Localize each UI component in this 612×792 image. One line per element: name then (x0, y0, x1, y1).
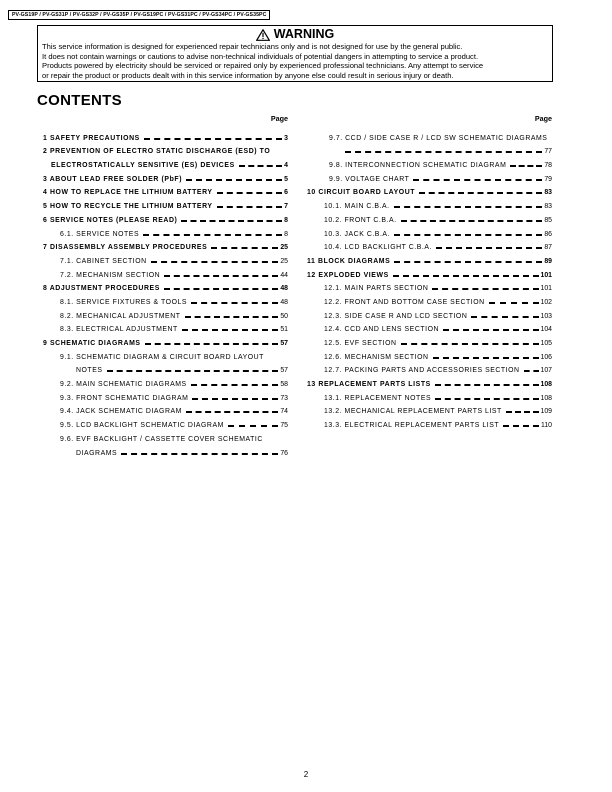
toc-entry-page: 89 (544, 257, 552, 265)
toc-entry[interactable] (307, 292, 552, 306)
toc-entry[interactable] (307, 374, 552, 388)
page-column-heading: Page (534, 114, 552, 123)
toc-entry-page: 109 (540, 408, 552, 416)
toc-entry-page: 106 (540, 353, 552, 361)
toc-entry-label: 8.2. MECHANICAL ADJUSTMENT (60, 312, 181, 320)
toc-leader-line (186, 411, 278, 413)
page-column-heading: Page (270, 114, 288, 123)
toc-entry-label: 13.2. MECHANICAL REPLACEMENT PARTS LIST (324, 408, 502, 416)
toc-entry[interactable] (43, 429, 288, 443)
toc-entry-label: DIAGRAMS (76, 449, 118, 457)
toc-entry[interactable] (43, 415, 288, 429)
warning-line: It does not contain warnings or cautions to advise non-technical individuals of potential dangers in attempting to service a product. (42, 51, 479, 61)
toc-leader-line (524, 370, 539, 372)
toc-entry-page: 25 (280, 244, 288, 252)
toc-entry[interactable] (43, 306, 288, 320)
toc-entry-label: 9.7. CCD / SIDE CASE R / LCD SW SCHEMATIC DIAGRAMS (329, 134, 548, 142)
toc-entry-page: 57 (280, 367, 288, 375)
toc-leader-line (181, 220, 282, 222)
toc-leader-line (401, 343, 539, 345)
toc-leader-line (503, 425, 539, 427)
toc-entry[interactable] (43, 388, 288, 402)
toc-leader-line (217, 192, 283, 194)
toc-entry-label: 8.1. SERVICE FIXTURES & TOOLS (60, 298, 188, 306)
toc-entry[interactable] (43, 169, 288, 183)
toc-entry-page: 110 (541, 422, 552, 430)
warning-text (42, 42, 548, 80)
toc-entry[interactable] (43, 402, 288, 416)
toc-entry-page: 58 (280, 381, 288, 389)
toc-entry-label: 12.2. FRONT AND BOTTOM CASE SECTION (324, 298, 485, 306)
toc-leader-line (144, 138, 282, 140)
toc-entry[interactable] (43, 210, 288, 224)
toc-leader-line (228, 425, 278, 427)
toc-leader-line (394, 234, 542, 236)
toc-entry[interactable] (307, 128, 552, 142)
toc-leader-line (239, 165, 282, 167)
warning-line: Products powered by electricity should be serviced or repaired only by experienced professional technicians. Any attempt to service (42, 61, 484, 71)
toc-entry-page: 44 (280, 271, 288, 279)
toc-entry-label: 6.1. SERVICE NOTES (60, 230, 140, 238)
toc-entry-page: 85 (544, 216, 552, 224)
toc-leader-line (413, 179, 542, 181)
toc-entry-label: 12.4. CCD AND LENS SECTION (324, 326, 440, 334)
toc-entry-page: 3 (284, 134, 288, 142)
toc-entry-label: 9.2. MAIN SCHEMATIC DIAGRAMS (60, 381, 187, 389)
toc-entry-label: 7 DISASSEMBLY ASSEMBLY PROCEDURES (43, 244, 208, 252)
toc-entry-label: 8.3. ELECTRICAL ADJUSTMENT (60, 326, 178, 334)
toc-entry[interactable] (307, 361, 552, 375)
toc-entry[interactable] (307, 238, 552, 252)
warning-line: This service information is designed for experienced repair technicians only and is not designed for use by the general public. (42, 42, 463, 51)
toc-entry[interactable] (307, 183, 552, 197)
toc-entry-page: 4 (284, 162, 288, 170)
toc-entry-label: 10.1. MAIN C.B.A. (324, 203, 390, 211)
toc-leader-line (182, 329, 279, 331)
toc-leader-line (164, 288, 278, 290)
warning-box (37, 25, 553, 82)
toc-entry-page: 50 (280, 312, 288, 320)
toc-leader-line (435, 384, 539, 386)
toc-entry-page: 25 (280, 257, 288, 265)
toc-entry-label: ELECTROSTATICALLY SENSITIVE (ES) DEVICES (51, 162, 235, 170)
toc-entry[interactable] (43, 155, 288, 169)
toc-entry-page: 7 (284, 203, 288, 211)
toc-leader-line (401, 220, 543, 222)
toc-entry[interactable] (43, 196, 288, 210)
toc-entry[interactable] (307, 333, 552, 347)
toc-entry[interactable] (307, 196, 552, 210)
toc-entry[interactable] (307, 155, 552, 169)
toc-leader-line (471, 316, 538, 318)
contents-title: CONTENTS (37, 92, 122, 109)
toc-entry-page: 76 (280, 449, 288, 457)
toc-leader-line (394, 206, 543, 208)
toc-entry[interactable] (43, 142, 288, 156)
toc-entry-label: 6 SERVICE NOTES (PLEASE READ) (43, 216, 178, 224)
toc-leader-line (107, 370, 279, 372)
toc-entry[interactable] (43, 224, 288, 238)
toc-leader-line (435, 398, 538, 400)
warning-triangle-icon (256, 29, 270, 41)
toc-leader-line (186, 179, 282, 181)
toc-leader-line (510, 165, 542, 167)
toc-entry-page: 108 (540, 381, 552, 389)
toc-entry-label: 12.6. MECHANISM SECTION (324, 353, 429, 361)
toc-entry-page: 104 (540, 326, 552, 334)
toc-leader-line (419, 192, 542, 194)
toc-entry-label: 7.2. MECHANISM SECTION (60, 271, 161, 279)
toc-entry-label: 9.3. FRONT SCHEMATIC DIAGRAM (60, 394, 189, 402)
toc-leader-line (217, 206, 283, 208)
toc-entry-label: 8 ADJUSTMENT PROCEDURES (43, 285, 160, 293)
toc-entry-page: 102 (540, 298, 552, 306)
toc-leader-line (185, 316, 279, 318)
toc-entry[interactable] (43, 292, 288, 306)
toc-entry-label: 9 SCHEMATIC DIAGRAMS (43, 340, 141, 347)
toc-entry[interactable] (43, 347, 288, 361)
model-numbers: PV-GS19P / PV-GS31P / PV-GS32P / PV-GS35P / PV-GS19PC / PV-GS31PC / PV-GS34PC / PV-GS35PC (8, 10, 270, 20)
toc-entry-label: 4 HOW TO REPLACE THE LITHIUM BATTERY (43, 189, 213, 197)
toc-entry-label: 9.6. EVF BACKLIGHT / CASSETTE COVER SCHEMATIC (60, 435, 263, 443)
toc-entry[interactable] (43, 128, 288, 142)
toc-entry-page: 83 (544, 189, 552, 197)
toc-entry-label: 10 CIRCUIT BOARD LAYOUT (307, 189, 416, 197)
toc-entry-page: 5 (284, 175, 288, 183)
toc-entry-page: 57 (280, 340, 288, 347)
toc-entry-page: 48 (280, 285, 288, 293)
toc-entry-page: 73 (280, 394, 288, 402)
toc-entry-label: 9.5. LCD BACKLIGHT SCHEMATIC DIAGRAM (60, 422, 224, 430)
warning-line: or repair the product or products dealt with in this service information by anyone else could result in serious injury or death. (42, 70, 454, 80)
toc-entry[interactable] (307, 265, 552, 279)
toc-entry[interactable] (43, 183, 288, 197)
toc-entry-page: 74 (280, 408, 288, 416)
toc-entry-label: 10.2. FRONT C.B.A. (324, 216, 397, 224)
toc-entry-page: 51 (280, 326, 288, 334)
toc-entry[interactable] (307, 251, 552, 265)
toc-leader-line (393, 275, 539, 277)
toc-leader-line (143, 234, 282, 236)
toc-leader-line (191, 302, 278, 304)
toc-leader-line (164, 275, 278, 277)
toc-entry-label: 12 EXPLODED VIEWS (307, 271, 389, 279)
toc-entry-label: 10.4. LCD BACKLIGHT C.B.A. (324, 244, 432, 252)
toc-entry[interactable] (307, 320, 552, 334)
toc-entry-label: 12.7. PACKING PARTS AND ACCESSORIES SECTION (324, 367, 520, 375)
toc-entry[interactable] (307, 210, 552, 224)
toc-leader-line (151, 261, 279, 263)
toc-leader-line (345, 151, 542, 153)
toc-entry-page: 101 (540, 271, 552, 279)
toc-entry-label: 11 BLOCK DIAGRAMS (307, 257, 391, 265)
toc-entry-page: 78 (544, 162, 552, 170)
page-number: 2 (303, 770, 309, 779)
toc-entry-label: 13.3. ELECTRICAL REPLACEMENT PARTS LIST (324, 422, 500, 430)
toc-leader-line (145, 343, 279, 345)
toc-right-column (307, 114, 552, 429)
toc-entry-page: 79 (544, 175, 552, 183)
toc-entry-label: NOTES (76, 367, 103, 375)
toc-leader-line (436, 247, 542, 249)
toc-leader-line (121, 453, 278, 455)
toc-entry[interactable] (307, 169, 552, 183)
toc-leader-line (394, 261, 542, 263)
toc-entry[interactable] (43, 374, 288, 388)
toc-entry[interactable] (307, 388, 552, 402)
toc-entry-page: 6 (284, 189, 288, 197)
toc-entry[interactable] (43, 265, 288, 279)
toc-entry-label: 9.8. INTERCONNECTION SCHEMATIC DIAGRAM (329, 162, 507, 170)
toc-entry-label: 9.4. JACK SCHEMATIC DIAGRAM (60, 408, 182, 416)
toc-entry-page: 87 (544, 244, 552, 252)
toc-entry[interactable] (43, 251, 288, 265)
toc-leader-line (191, 384, 279, 386)
toc-entry[interactable] (307, 279, 552, 293)
toc-entry[interactable] (307, 306, 552, 320)
toc-entry[interactable] (43, 279, 288, 293)
toc-entry-label: 12.1. MAIN PARTS SECTION (324, 285, 429, 293)
toc-entry-page: 86 (544, 230, 552, 238)
toc-entry-page: 77 (544, 148, 552, 156)
toc-entry-page: 8 (284, 230, 288, 238)
toc-entry-label: 3 ABOUT LEAD FREE SOLDER (PbF) (43, 175, 183, 183)
toc-leader-line (489, 302, 539, 304)
warning-heading (42, 27, 548, 42)
toc-entry-label: 13.1. REPLACEMENT NOTES (324, 394, 432, 402)
toc-leader-line (443, 329, 538, 331)
toc-entry-label: 2 PREVENTION OF ELECTRO STATIC DISCHARGE (ESD) TO (43, 148, 271, 156)
toc-entry[interactable] (307, 142, 552, 156)
toc-entry-page: 107 (540, 367, 552, 375)
toc-entry[interactable] (307, 402, 552, 416)
toc-entry-page: 48 (280, 298, 288, 306)
toc-entry-page: 103 (540, 312, 552, 320)
toc-entry[interactable] (43, 443, 288, 457)
toc-leader-line (433, 357, 539, 359)
toc-entry[interactable] (43, 320, 288, 334)
toc-entry[interactable] (307, 415, 552, 429)
toc-entry[interactable] (43, 238, 288, 252)
toc-entry-label: 13 REPLACEMENT PARTS LISTS (307, 381, 431, 389)
toc-entry-page: 108 (540, 394, 552, 402)
toc-entry-label: 1 SAFETY PRECAUTIONS (43, 134, 140, 142)
toc-entry-label: 9.9. VOLTAGE CHART (329, 175, 410, 183)
toc-entry[interactable] (307, 224, 552, 238)
toc-entry-label: 9.1. SCHEMATIC DIAGRAM & CIRCUIT BOARD LAYOUT (60, 353, 264, 361)
toc-entry-label: 7.1. CABINET SECTION (60, 257, 147, 265)
toc-entry-label: 10.3. JACK C.B.A. (324, 230, 391, 238)
toc-entry-label: 5 HOW TO RECYCLE THE LITHIUM BATTERY (43, 203, 213, 211)
toc-leader-line (432, 288, 538, 290)
toc-entry[interactable] (307, 347, 552, 361)
toc-entry-label: 12.5. EVF SECTION (324, 340, 397, 347)
toc-leader-line (506, 411, 539, 413)
toc-entry-label: 12.3. SIDE CASE R AND LCD SECTION (324, 312, 468, 320)
toc-entry-page: 83 (544, 203, 552, 211)
warning-title: WARNING (273, 27, 335, 41)
toc-entry-page: 8 (284, 216, 288, 224)
toc-entry[interactable] (43, 333, 288, 347)
toc-left-column (43, 114, 288, 457)
toc-entry-page: 75 (280, 422, 288, 430)
toc-entry-page: 101 (540, 285, 552, 293)
toc-leader-line (192, 398, 278, 400)
toc-leader-line (211, 247, 278, 249)
toc-entry-page: 105 (540, 340, 552, 347)
toc-entry[interactable] (43, 361, 288, 375)
